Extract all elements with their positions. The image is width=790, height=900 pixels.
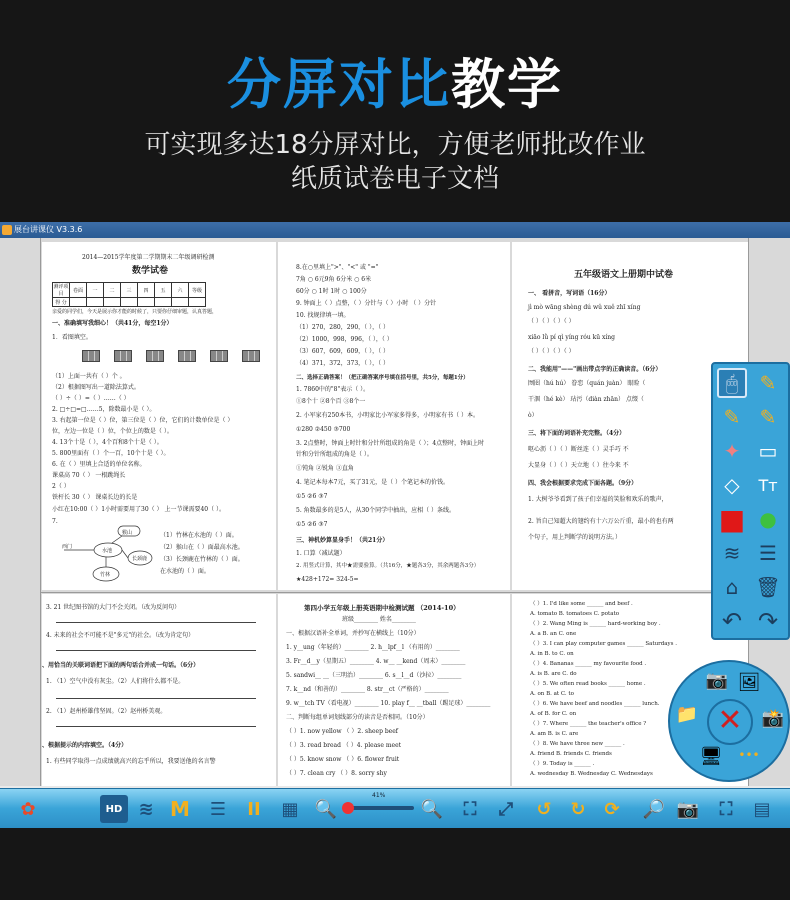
page-english-exam-2[interactable]: （ ）1. I'd like some ______ and beef . A. tomato B. tomatoes C. potato （ ）2. Wang Ming is ______ hard-working boy . A. a B. an C. one （ ）3. I can play computer games ______ Saturdays . A. in B. to C. on （ ）4. Bananas ______ my favourite food . A. is B. are C. do （ ）5. We often read books ______ home . A. on B. at C. to （ ）6. We have beef and noodles ______ lunch. A. of B. for C. on （ ）7. Where ______ the teacher's office ? A. am B. is C. are （ ）8. We have three new ______ . A. friend B. friends C. friends （ ）9. Today is ______ . A. wednesday B. Wednesday C. Wednesdays (512, 594, 748, 786)
bottom-toolbar (0, 788, 790, 828)
zoom-percent: 41% (372, 792, 386, 799)
undo-icon[interactable]: ↶ (721, 607, 743, 635)
color-icon[interactable]: ■ (718, 502, 746, 536)
svg-text:水池: 水池 (102, 548, 113, 554)
left-margin-line (40, 238, 41, 786)
window-titlebar (0, 222, 790, 238)
text-icon[interactable]: Tт (758, 475, 778, 495)
page-math-exam-2[interactable]: 8.在○里填上">"、"<" 或 "=" 7角 ○ 6元9角 6分米 ○ 6米 60分 ○ 1时 1时 ○ 100分 9. 钟面上（ ）点整，（ ）分针与（ ）小时 （ ）分针 10. 找规律填一填。 （1）270，280，290，（ ），（ ） （2）1000，998，996，（ ），（ ） （3）607，609，609，（ ），（ ） （4）371，372，373，（ ），（ ） 二、选择正确答案！（把正确答案序号填在括号里，共5分，每题1分） 1. 7860中的"8"表示（ ）。 ①8个十 ②8个百 ③8个一 2. 小军家有250本书，小明家比小军家多得多，小明家有书（ ）本。 ①280 ②450 ③700 3. 2点整时，钟面上时针和分针所组成的角是（ ）；4点整时，钟面上时 针和分针所组成的角是（ ）。 ①钝角 ②锐角 ③直角 4. 笔记本每本7元，买了31元，是（ ）个笔记本的价钱。 ①5 ②6 ③7 5. 角数最多的是5人，从30个同学中抽出，应相（ ）条线。 ①5 ②6 ③7 三、神机妙算显身手！（共21分） 1. 口算（减试题） 2. 用竖式计算，其中★需要验算。（共16分，★题各3分，其余两题各3分） ★428+172= 324-5= (278, 242, 510, 590)
app-icon (2, 225, 12, 235)
svg-text:长颈鹿: 长颈鹿 (132, 556, 148, 562)
clear-screen-icon[interactable]: ⌂ (725, 575, 739, 599)
svg-text:西门: 西门 (62, 544, 73, 550)
desktop-image-icon[interactable]: 🖥 (699, 746, 723, 767)
close-radial-button[interactable]: ✕ (707, 699, 753, 745)
footer-background (0, 828, 790, 900)
zoom-slider[interactable] (344, 806, 414, 810)
exam-title: 数学试卷 (132, 266, 169, 276)
pen-icon[interactable]: ✎ (759, 371, 777, 395)
trash-icon[interactable]: 🗑 (755, 575, 781, 599)
score-table: 测评项目 卷面 一 二 三 四 五 六 等级 得 分 (52, 282, 206, 307)
mouse-pointer-icon[interactable]: 🖱 (717, 368, 747, 398)
drawing-tools-panel (711, 362, 790, 640)
page-math-exam[interactable]: 2014—2015学年度第二学期期末二年级调研检测 数学试卷 测评项目 卷面 一 二 三 四 五 六 等级 得 分 亲爱的同学们，今天是展示你才能的时候了，只要你仔细审题，认真答题， 一、准确填写我细心！（共41分，每空1分） 1．看图填空。 （1）上面一共有（ ）个 。 （2）根据图写出一道除法算式。 （ ）÷（ ）=（ ）……（ ） 2. □÷□=□……5，除数最小是（ ）。 3. 右起第一位是（ ）位，第三位是（ ）位，它们的计数单位是（ ） 位，左边一位是（ ）位，个位上的数是（ ）。 4. 13个十是（ ），4个百和8个十是（ ）。 5. 800里面有（ ）个一百，10个十是（ ）。 6. 在（ ）里填上合适的单位名称。 课桌高 70（ ） 一根跳绳长 2（ ） 铁杆长 30（ ） 课桌长边的长是 小红在10:00（ ）1小时需要用了30（ ） 上一节课需要40（ ）。 7. 猴山 西门 水池 长颈鹿 竹林 （1）竹林在水池的（ ）面。 （2）猴山在（ ）面最高水池。 （3）长颈鹿在竹林的（ ）面。 在水池的（ ）面。 (42, 242, 276, 590)
fit-screen-button[interactable]: ⛶ (463, 798, 477, 820)
color-palette-icon[interactable]: ● (759, 507, 777, 531)
laser-pointer-icon[interactable]: ✦ (723, 439, 741, 463)
magnifier-button[interactable]: 🔎 (642, 798, 666, 820)
hero-subtitle-1: 可实现多达18分屏对比，方便老师批改作业 (144, 130, 646, 160)
line-style-icon[interactable]: ≋ (723, 541, 741, 565)
logo-icon[interactable]: ✿ (20, 798, 36, 820)
line-width-icon[interactable]: ☰ (759, 541, 777, 565)
redo-icon[interactable]: ↷ (757, 607, 779, 635)
rotate-right-button[interactable]: ↻ (570, 798, 586, 820)
cube-figures (82, 350, 260, 362)
split-screen-button[interactable]: ▤ (753, 798, 771, 820)
image-adjust-button[interactable]: ≋ (138, 798, 154, 820)
more-icon[interactable]: ••• (738, 748, 760, 762)
window-title: 展台讲课仪 V3.3.6 (14, 225, 83, 234)
eraser-icon[interactable]: ▭ (758, 439, 778, 463)
fullscreen-button[interactable]: ⤢ (498, 798, 514, 820)
shape-icon[interactable]: ◇ (724, 473, 740, 497)
exam-header: 2014—2015学年度第二学期期末二年级调研检测 (82, 254, 215, 261)
page-chinese-exam[interactable]: 五年级语文上册期中试卷 一、 看拼音，写词语（16分） jì mò wāng shèng dú wǔ xuě zhī xíng （ ）（ ）（ ）（ ） xiāo lǜ pí qì yíng róu kū xíng （ ）（ ）（ ）（ ） 二、我能用"——"画出带点字的正确读音。（6分） 囫囵（hú hú） 眷恋（quán juàn） 眼睑（ 干涸（hé kè） 玷污（diàn zhān） 点缀（ ò） 三、将下面的词语补充完整。（4分） 呕心沥（ ）（ ）断丝连（ ）灵手巧 不 大显身（ ）（ ）天立地（ ）往今来 不 四、我会根据要求完成下面各题。（9分） 1. 大树爷爷看到了孩子们幸福的笑脸和欢乐的歌声， 2. 旨自己知超大的翅约有十六万公斤重，最小的也有两 个句子，用上判断学的说明方法。） (512, 242, 748, 590)
page-english-exam[interactable]: 第四小学五年级上册英语期中检测试题 （2014-10） 班级________ 姓名________ 一、根据汉语补全单词，并抄写在横线上（10分） 1. y__ung（年轻的）________ 2. h__lpf__l （有用的）________ 3. Fr__d__y（星期五）________ 4. w__ __kend（周末）________ 5. sandwi__ __（三明治）________ 6. s__l__d（沙拉）________ 7. k__nd（和善的）________ 8. str__ct（严格的）________ 9. w__tch TV（看电视）________ 10. play f__ __tball（踢足球）________ 二、判断每组单词划线部分的读音是否相同。（10分） （ ）1. now yellow （ ）2. sheep beef （ ）3. read bread （ ）4. please meet （ ）5. know snow （ ）6. flower fruit （ ）7. clean cry （ ）8. sorry shy (278, 594, 510, 786)
m-mode-button[interactable]: M (170, 797, 190, 821)
page-chinese-exam-2[interactable]: 3. 21 世纪图书馆的大门不会关闭。（改为反问句） 4. 未来的社会不可能不是"多元"的社会。（改为肯定句） 、用恰当的关联词语把下面的两句话合并成一句话。（6分） 1. （1）空气中没有灰尘。（2）人们将什么都不是。 2. （1）赵州桥雄伟坚固。（2）赵州桥美观。 、根据提示的内容填空。（4分） 1. 有些同学取得一点成绩就高兴的忘乎所以，我要送他的名言警 (42, 594, 276, 786)
zoom-slider-knob[interactable] (342, 802, 354, 814)
svg-text:猴山: 猴山 (122, 530, 133, 536)
zoom-in-button[interactable]: 🔍 (420, 798, 444, 820)
pause-button[interactable]: II (247, 798, 261, 820)
camera-icon[interactable]: 📸 (761, 708, 785, 729)
image-enhance-button[interactable]: ▦ (281, 798, 299, 820)
chinese-exam-title: 五年级语文上册期中试卷 (574, 270, 674, 280)
document-camera-icon[interactable]: 📷 (705, 670, 729, 691)
zoom-out-button[interactable]: 🔍 (314, 798, 338, 820)
rotate-left-button[interactable]: ↺ (536, 798, 552, 820)
hero-banner (0, 0, 790, 222)
settings-sliders-button[interactable]: ☰ (209, 798, 227, 820)
english-exam-title: 第四小学五年级上册英语期中检测试题 （2014-10） (304, 604, 460, 612)
rotate-button[interactable]: ⟳ (604, 798, 620, 820)
screen-capture-button[interactable]: ⛶ (719, 798, 733, 820)
radial-menu (668, 660, 790, 782)
hero-title: 分屏对比教学 (227, 53, 563, 116)
gallery-icon[interactable]: 🖼 (737, 672, 761, 693)
row-divider (40, 592, 748, 593)
capture-button[interactable]: 📷 (676, 798, 700, 820)
hero-subtitle-2: 纸质试卷电子文档 (290, 164, 499, 194)
svg-text:竹林: 竹林 (100, 572, 111, 578)
highlighter-icon[interactable]: ✎ (723, 405, 741, 429)
marker-icon[interactable]: ✎ (759, 405, 777, 429)
folder-icon[interactable]: 📁 (675, 704, 699, 725)
hd-button[interactable]: HD (100, 795, 128, 823)
zoo-map-diagram (60, 524, 160, 586)
